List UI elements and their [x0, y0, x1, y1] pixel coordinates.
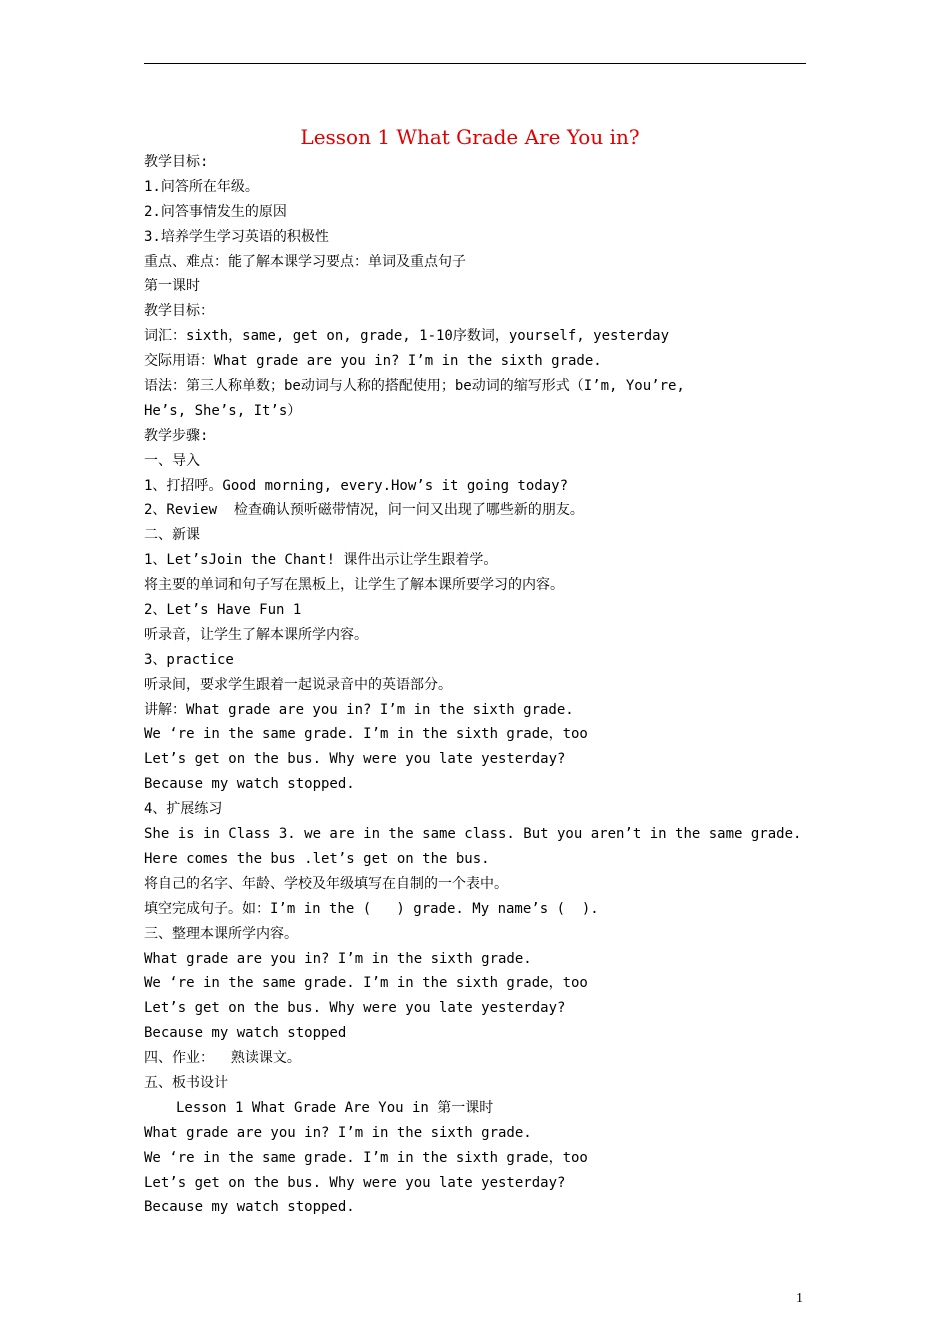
text-line: 2、Review 检查确认预听磁带情况，问一问又出现了哪些新的朋友。 — [144, 502, 584, 519]
text-line: 教学目标: — [144, 154, 209, 170]
text-line: Let’s get on the bus. Why were you late yesterday? — [144, 1174, 566, 1191]
text-line: 教学目标： — [144, 303, 214, 320]
text-line: He’s, She’s, It’s） — [144, 402, 302, 419]
text-line-board-title: Lesson 1 What Grade Are You in 第一课时 — [176, 1099, 494, 1116]
text-line: Because my watch stopped. — [144, 776, 355, 793]
text-line: Let’s get on the bus. Why were you late yesterday? — [144, 751, 566, 768]
text-line: 听录音，让学生了解本课所学内容。 — [144, 626, 368, 643]
text-line: 4、扩展练习 — [144, 801, 223, 818]
document-body — [144, 150, 814, 1220]
text-line: Let’s get on the bus. Why were you late yesterday? — [144, 1000, 566, 1017]
text-line: Because my watch stopped. — [144, 1199, 355, 1216]
text-line: 二、新课 — [144, 527, 200, 544]
text-line: 1、打招呼。Good morning, every.How’s it going today? — [144, 477, 569, 494]
text-line: She is in Class 3. we are in the same class. But you aren’t in the same grade. — [144, 826, 802, 843]
text-line: 将自己的名字、年龄、学校及年级填写在自制的一个表中。 — [144, 875, 508, 892]
text-line: 3、practice — [144, 651, 234, 668]
text-line: 将主要的单词和句子写在黑板上，让学生了解本课所要学习的内容。 — [144, 577, 564, 594]
document-title: Lesson 1 What Grade Are You in? — [300, 125, 640, 149]
text-line: 1.问答所在年级。 — [144, 178, 259, 195]
text-line: Here comes the bus .let’s get on the bus. — [144, 850, 490, 867]
text-line: 五、板书设计 — [144, 1074, 228, 1091]
text-line: 教学步骤: — [144, 427, 209, 444]
text-line: We ‘re in the same grade. I’m in the sixth grade，too — [144, 1149, 588, 1166]
text-line: What grade are you in? I’m in the sixth grade. — [144, 950, 532, 967]
text-line: 听录间，要求学生跟着一起说录音中的英语部分。 — [144, 676, 452, 693]
text-line: 四、作业： 熟读课文。 — [144, 1050, 301, 1067]
text-line: 语法：第三人称单数；be动词与人称的搭配使用；be动词的缩写形式（I’m, You’re, — [144, 378, 685, 395]
text-line: 第一课时 — [144, 278, 200, 295]
text-line: We ‘re in the same grade. I’m in the sixth grade，too — [144, 726, 588, 743]
text-line: 填空完成句子。如：I’m in the ( ) grade. My name’s ( ). — [144, 900, 599, 917]
text-line: 交际用语：What grade are you in? I’m in the sixth grade. — [144, 353, 602, 370]
text-line: 3.培养学生学习英语的积极性 — [144, 228, 329, 245]
text-line: Because my watch stopped — [144, 1025, 347, 1042]
text-line: What grade are you in? I’m in the sixth grade. — [144, 1124, 532, 1141]
text-line: 1、Let’sJoin the Chant! 课件出示让学生跟着学。 — [144, 552, 498, 569]
text-line: 一、导入 — [144, 452, 200, 469]
page-number: 1 — [796, 1291, 803, 1306]
text-line: 2.问答事情发生的原因 — [144, 203, 287, 220]
header-rule — [144, 63, 806, 64]
text-line: 讲解：What grade are you in? I’m in the sixth grade. — [144, 701, 574, 718]
text-line: 词汇：sixth，same, get on, grade, 1-10序数词，yourself, yesterday — [144, 328, 670, 345]
text-line: We ‘re in the same grade. I’m in the sixth grade，too — [144, 975, 588, 992]
text-line: 2、Let’s Have Fun 1 — [144, 602, 302, 619]
text-line: 重点、难点：能了解本课学习要点：单词及重点句子 — [144, 253, 466, 270]
text-line: 三、整理本课所学内容。 — [144, 925, 298, 942]
